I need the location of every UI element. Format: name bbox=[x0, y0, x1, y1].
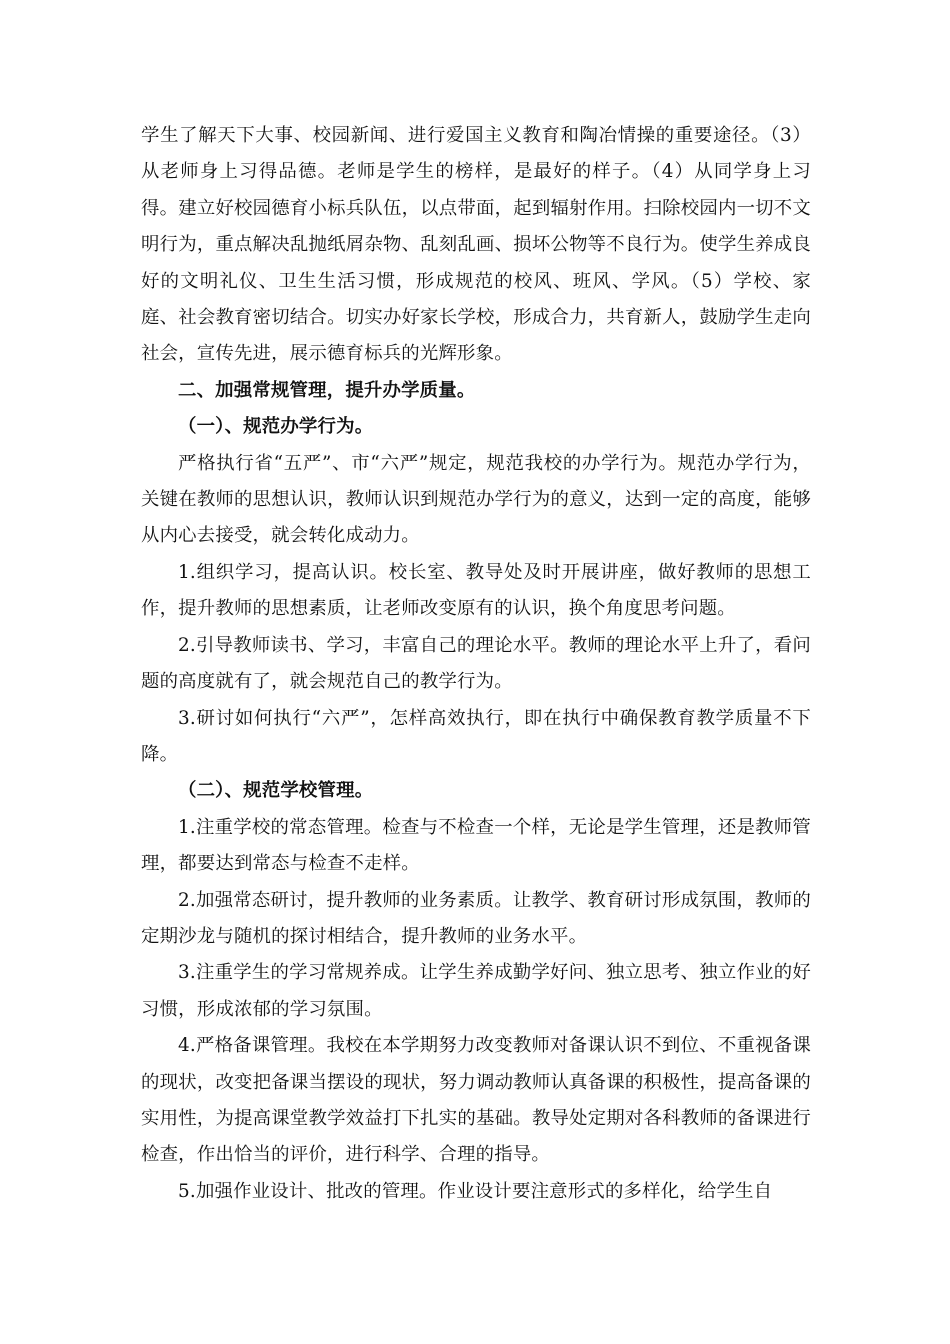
paragraph-item-5-homework: 5.加强作业设计、批改的管理。作业设计要注意形式的多样化，给学生自 bbox=[178, 1180, 773, 1202]
paragraph-item-2-reading: 2.引导教师读书、学习，丰富自己的理论水平。教师的理论水平上升了，看问题的高度就有了，就会规范自己的教学行为。 bbox=[141, 634, 811, 693]
paragraph-item-3-research: 3.研讨如何执行“六严”，怎样高效执行，即在执行中确保教育教学质量不下降。 bbox=[141, 707, 811, 765]
paragraph-item-3-habits: 3.注重学生的学习常规养成。让学生养成勤学好问、独立思考、独立作业的好习惯，形成浓郁的学习氛围。 bbox=[141, 962, 811, 1020]
heading-subsection-2: （二）、规范学校管理。 bbox=[178, 780, 374, 802]
document-body bbox=[141, 118, 811, 1210]
paragraph-item-1-study: 1.组织学习，提高认识。校长室、教导处及时开展讲座，做好教师的思想工作，提升教师的思想素质，让老师改变原有的认识，换个角度思考问题。 bbox=[141, 561, 811, 620]
paragraph-item-2-seminar: 2.加强常态研讨，提升教师的业务素质。让教学、教育研讨形成氛围，教师的定期沙龙与随机的探讨相结合，提升教师的业务水平。 bbox=[141, 889, 811, 947]
paragraph-item-4-lesson-prep: 4.严格备课管理。我校在本学期努力改变教师对备课认识不到位、不重视备课的现状，改变把备课当摆设的现状，努力调动教师认真备课的积极性，提高备课的实用性，为提高课堂教学效益打下扎实的基础。教导处定期对各科教师的备课进行检查，作出恰当的评价，进行科学、合理的指导。 bbox=[141, 1035, 811, 1166]
paragraph-item-1-routine: 1.注重学校的常态管理。检查与不检查一个样，无论是学生管理，还是教师管理，都要达到常态与检查不走样。 bbox=[141, 816, 811, 875]
heading-section-2: 二、加强常规管理，提升办学质量。 bbox=[178, 379, 476, 401]
heading-subsection-1: （一）、规范办学行为。 bbox=[178, 416, 374, 438]
paragraph-regulations: 严格执行省“五严”、市“六严”规定，规范我校的办学行为。规范办学行为，关键在教师的思想认识，教师认识到规范办学行为的意义，达到一定的高度，能够从内心去接受，就会转化成动力。 bbox=[141, 452, 811, 547]
paragraph-moral-education-continued: 学生了解天下大事、校园新闻、进行爱国主义教育和陶冶情操的重要途径。（3）从老师身上习得品德。老师是学生的榜样，是最好的样子。（4）从同学身上习得。建立好校园德育小标兵队伍，以点带面，起到辐射作用。扫除校园内一切不文明行为，重点解决乱抛纸屑杂物、乱刻乱画、损坏公物等不良行为。使学生养成良好的文明礼仪、卫生生活习惯，形成规范的校风、班风、学风。（5）学校、家庭、社会教育密切结合。切实办好家长学校，形成合力，共育新人，鼓励学生走向社会，宣传先进，展示德育标兵的光辉形象。 bbox=[141, 125, 811, 365]
